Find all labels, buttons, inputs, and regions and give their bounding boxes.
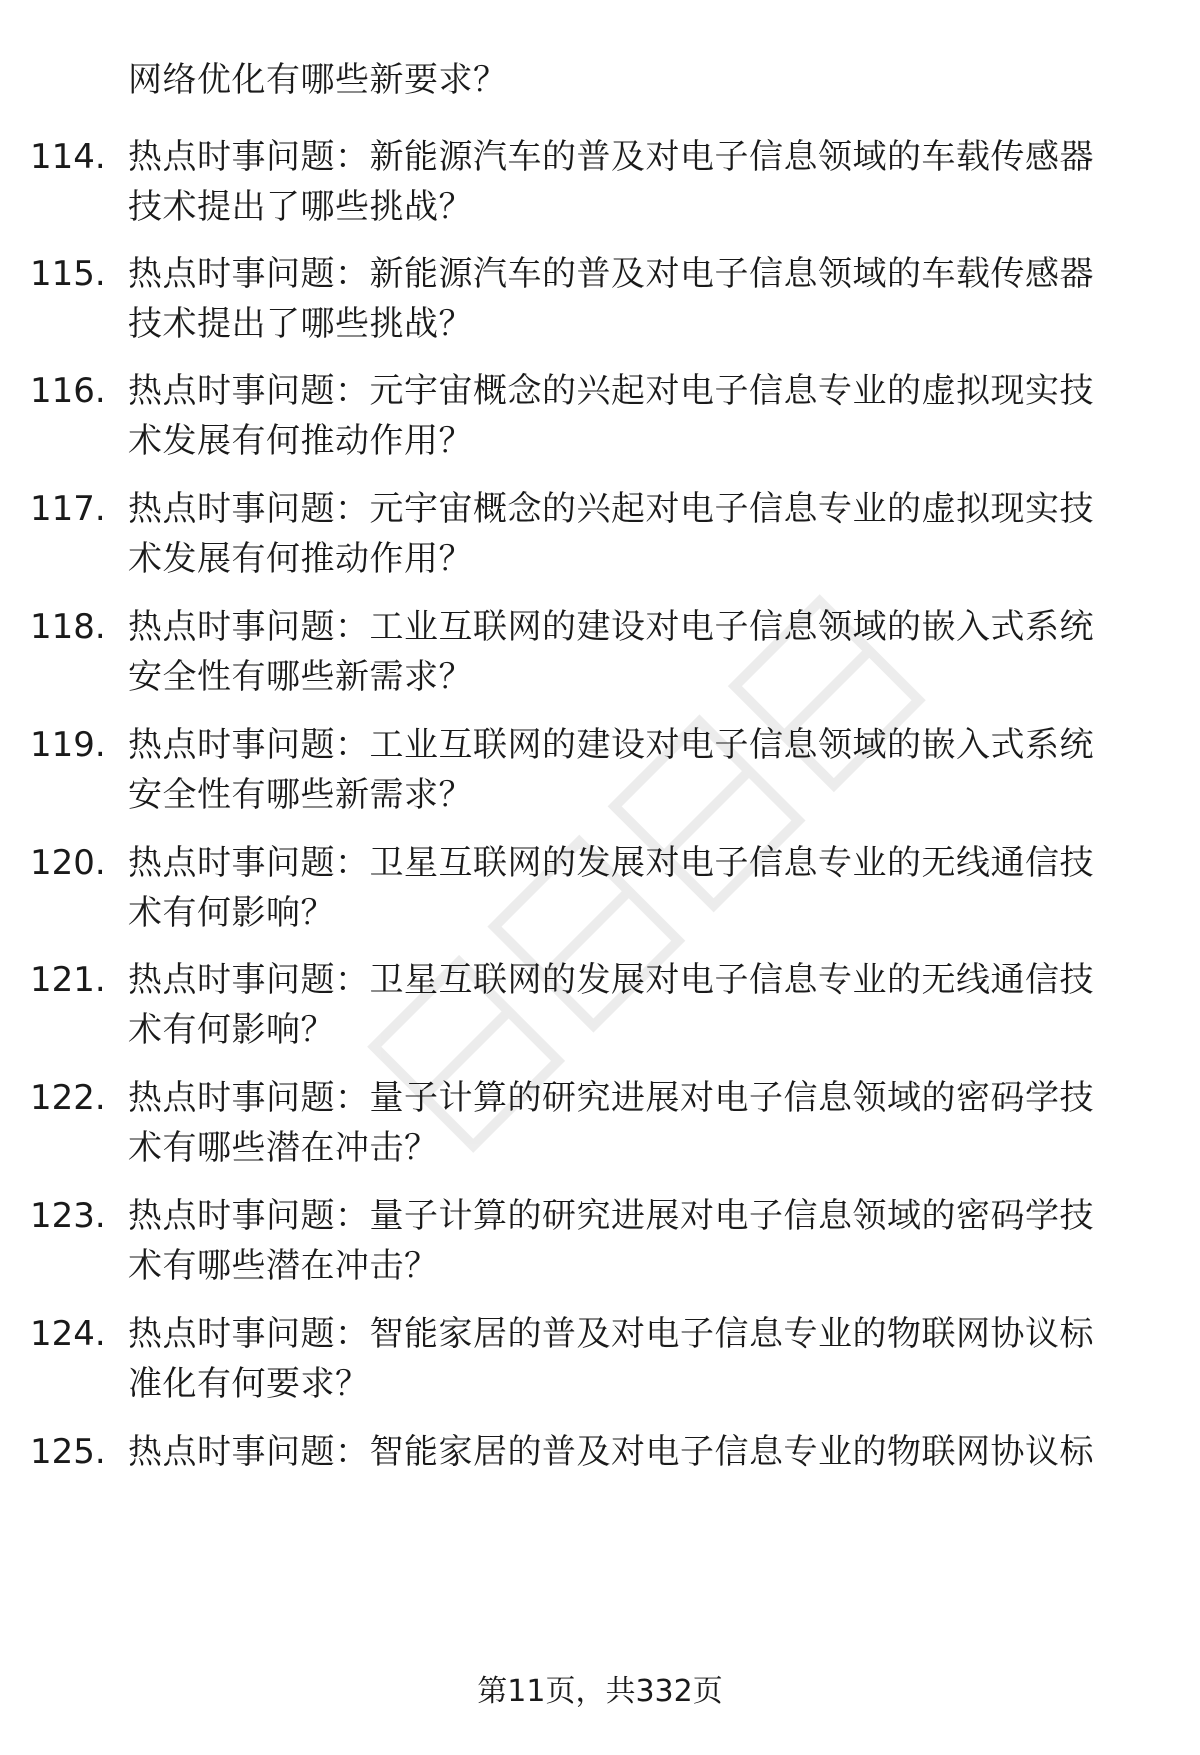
question-number: 116. bbox=[30, 371, 106, 411]
question-line: 热点时事问题：工业互联网的建设对电子信息领域的嵌入式系统 bbox=[128, 725, 1094, 765]
question-text bbox=[128, 249, 1138, 349]
question-text bbox=[128, 1427, 1138, 1477]
question-line: 技术提出了哪些挑战？ bbox=[128, 187, 473, 227]
question-text bbox=[128, 1309, 1138, 1409]
question-line: 安全性有哪些新需求？ bbox=[128, 657, 473, 697]
question-number: 120. bbox=[30, 843, 106, 883]
question-line: 热点时事问题：元宇宙概念的兴起对电子信息专业的虚拟现实技 bbox=[128, 489, 1094, 529]
question-number: 124. bbox=[30, 1314, 106, 1354]
question-text bbox=[128, 132, 1138, 232]
question-line: 热点时事问题：工业互联网的建设对电子信息领域的嵌入式系统 bbox=[128, 607, 1094, 647]
question-item bbox=[0, 955, 1200, 1065]
question-item bbox=[0, 1427, 1200, 1537]
question-number: 115. bbox=[30, 254, 106, 294]
question-item bbox=[0, 1191, 1200, 1301]
question-number: 125. bbox=[30, 1432, 106, 1472]
question-line: 安全性有哪些新需求？ bbox=[128, 775, 473, 815]
question-number: 117. bbox=[30, 489, 106, 529]
question-item bbox=[0, 838, 1200, 948]
question-item bbox=[0, 132, 1200, 242]
continued-question-text: 网络优化有哪些新要求？ bbox=[128, 60, 508, 100]
question-item bbox=[0, 1309, 1200, 1419]
question-item bbox=[0, 720, 1200, 830]
question-item bbox=[0, 1073, 1200, 1183]
question-number: 119. bbox=[30, 725, 106, 765]
page-footer: 第11页，共332页 bbox=[477, 1674, 723, 1709]
question-text bbox=[128, 1191, 1138, 1291]
question-number: 121. bbox=[30, 960, 106, 1000]
question-number: 123. bbox=[30, 1196, 106, 1236]
question-text bbox=[128, 366, 1138, 466]
question-item bbox=[0, 602, 1200, 712]
question-number: 122. bbox=[30, 1078, 106, 1118]
question-number: 114. bbox=[30, 137, 106, 177]
question-text bbox=[128, 720, 1138, 820]
question-text bbox=[128, 838, 1138, 938]
question-line: 热点时事问题：卫星互联网的发展对电子信息专业的无线通信技 bbox=[128, 960, 1094, 1000]
question-line: 术有哪些潜在冲击？ bbox=[128, 1246, 439, 1286]
question-line: 热点时事问题：量子计算的研究进展对电子信息领域的密码学技 bbox=[128, 1078, 1094, 1118]
question-line: 术有何影响？ bbox=[128, 1010, 335, 1050]
question-line: 热点时事问题：新能源汽车的普及对电子信息领域的车载传感器 bbox=[128, 137, 1094, 177]
question-text bbox=[128, 484, 1138, 584]
question-line: 热点时事问题：智能家居的普及对电子信息专业的物联网协议标 bbox=[128, 1432, 1094, 1472]
question-line: 术有何影响？ bbox=[128, 893, 335, 933]
question-line: 热点时事问题：量子计算的研究进展对电子信息领域的密码学技 bbox=[128, 1196, 1094, 1236]
question-text bbox=[128, 602, 1138, 702]
question-line: 准化有何要求？ bbox=[128, 1364, 370, 1404]
question-line: 术发展有何推动作用？ bbox=[128, 539, 473, 579]
question-line: 技术提出了哪些挑战？ bbox=[128, 304, 473, 344]
question-item bbox=[0, 484, 1200, 594]
question-line: 热点时事问题：卫星互联网的发展对电子信息专业的无线通信技 bbox=[128, 843, 1094, 883]
question-line: 热点时事问题：元宇宙概念的兴起对电子信息专业的虚拟现实技 bbox=[128, 371, 1094, 411]
question-item bbox=[0, 366, 1200, 476]
question-number: 118. bbox=[30, 607, 106, 647]
question-line: 热点时事问题：智能家居的普及对电子信息专业的物联网协议标 bbox=[128, 1314, 1094, 1354]
question-text bbox=[128, 1073, 1138, 1173]
question-line: 术有哪些潜在冲击？ bbox=[128, 1128, 439, 1168]
question-text bbox=[128, 955, 1138, 1055]
question-item bbox=[0, 249, 1200, 359]
question-line: 热点时事问题：新能源汽车的普及对电子信息领域的车载传感器 bbox=[128, 254, 1094, 294]
question-line: 术发展有何推动作用？ bbox=[128, 421, 473, 461]
